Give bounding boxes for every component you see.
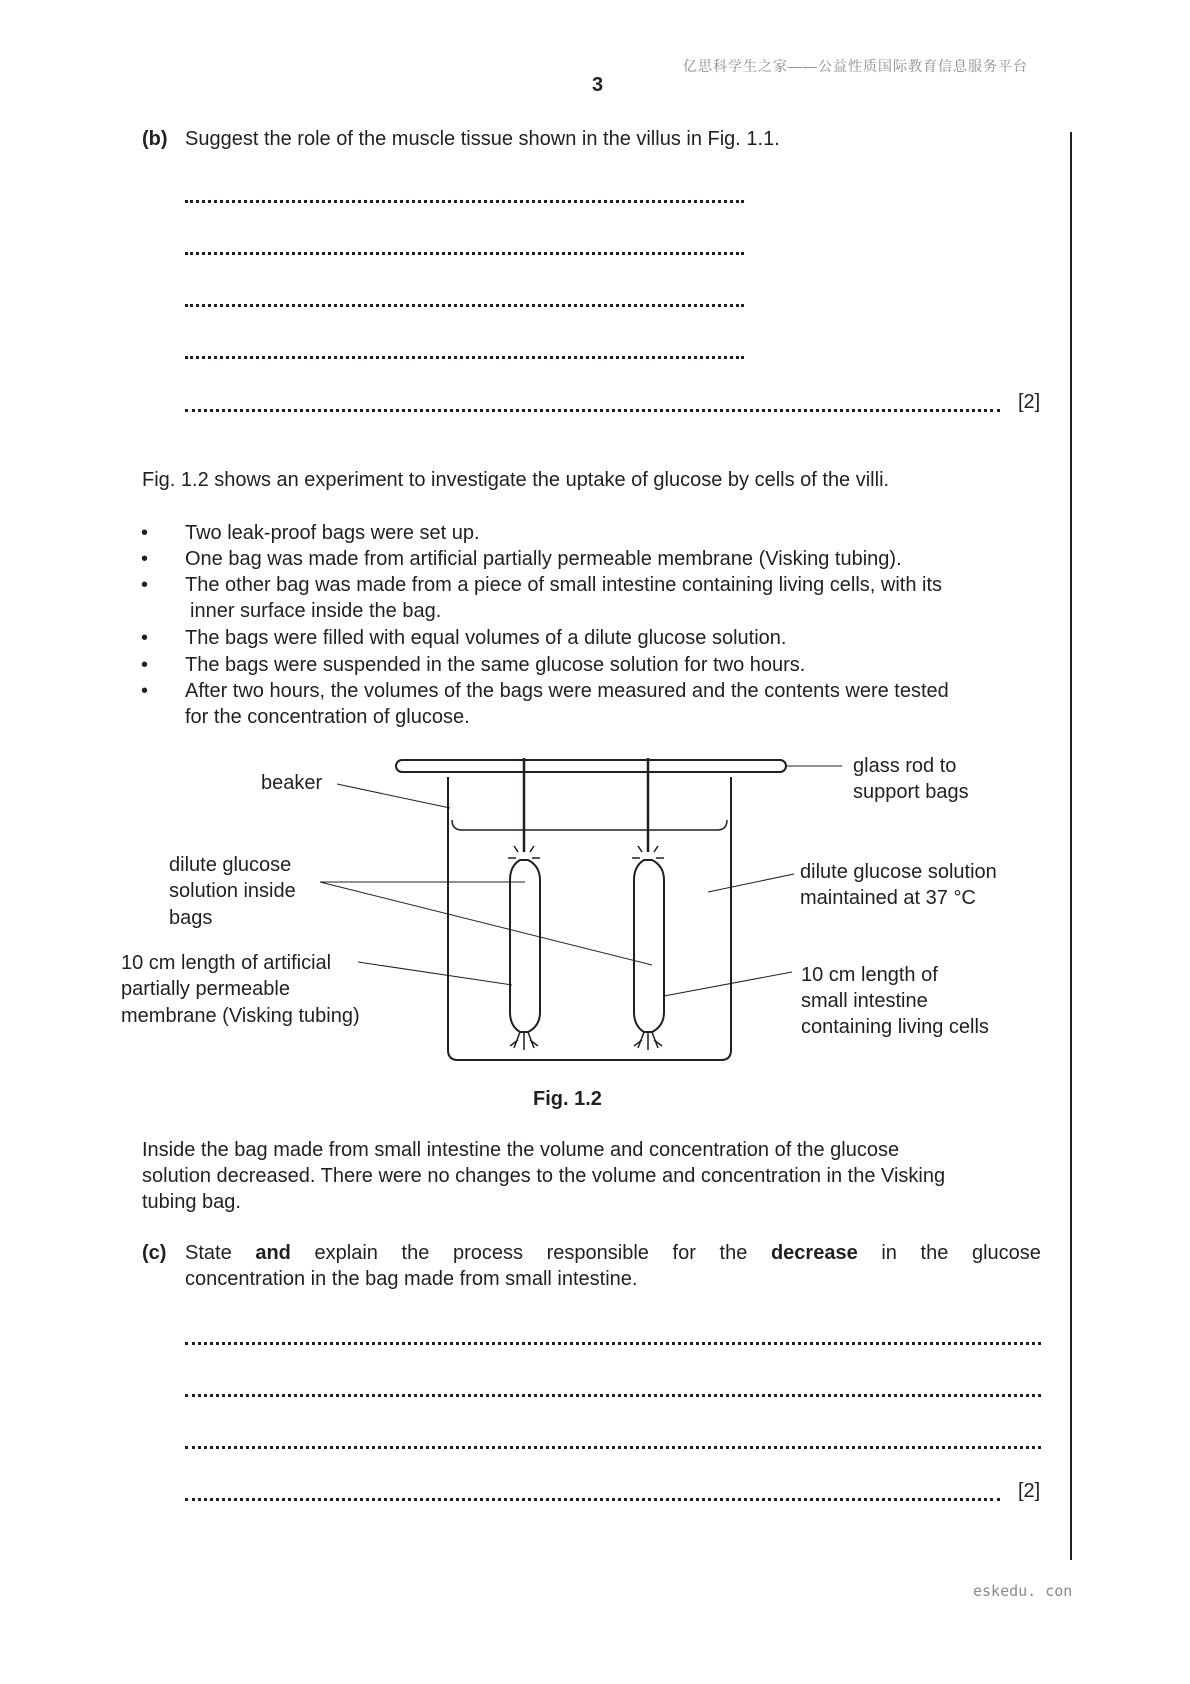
part-c-line-1 [185,1240,1041,1266]
beaker-water-surface [452,820,727,830]
answer-line-c4[interactable] [185,1498,1000,1501]
label-dilute-inside-1: dilute glucose [169,854,292,876]
leader-outside [708,874,794,892]
part-c-word-decrease: decrease [770,1242,858,1264]
label-dilute-outside-1: dilute glucose solution [800,861,997,883]
label-intestine-1: 10 cm length of [801,964,938,986]
label-glass-rod-2: support bags [853,781,969,803]
leader-beaker [337,784,450,808]
part-c-word: State [185,1242,232,1264]
bullet-3-cont: inner surface inside the bag. [190,600,442,622]
watermark-header: 亿思科学生之家——公益性质国际教育信息服务平台 [683,58,1028,74]
part-c-word: the [719,1242,748,1264]
bullet-dot: • [141,654,149,676]
leader-visking [358,962,512,985]
part-c-word: explain [314,1242,378,1264]
bullet-3: The other bag was made from a piece of small intestine containing living cells, with its [185,574,943,596]
part-c-word: the [401,1242,430,1264]
bullet-dot: • [141,627,149,649]
answer-line-c2[interactable] [185,1394,1041,1397]
bullet-dot: • [141,574,149,596]
result-line-1: Inside the bag made from small intestine the volume and concentration of the glucose [142,1139,900,1161]
bullet-6-cont: for the concentration of glucose. [185,706,470,728]
bullet-dot: • [141,548,149,570]
part-c-word: glucose [971,1242,1041,1264]
label-glass-rod-1: glass rod to [853,755,957,777]
footer-site: eskedu. con [973,1582,1073,1600]
label-visking-1: 10 cm length of artificial [121,952,332,974]
result-line-3: tubing bag. [142,1191,241,1213]
glass-rod [396,760,786,772]
part-c-label: (c) [142,1242,167,1264]
label-dilute-inside-3: bags [169,907,213,929]
leader-intestine [664,972,792,996]
beaker-outline [448,777,731,1060]
part-b-label: (b) [142,128,168,150]
answer-line-b1[interactable] [185,200,744,203]
label-intestine-3: containing living cells [801,1016,989,1038]
label-intestine-2: small intestine [801,990,928,1012]
visking-tubing-bag [508,844,540,1050]
answer-line-b3[interactable] [185,304,744,307]
bullet-dot: • [141,680,149,702]
label-beaker: beaker [261,772,323,794]
bullet-6: After two hours, the volumes of the bags were measured and the contents were tested [185,680,949,702]
part-c-word: in [881,1242,897,1264]
part-c-word: for [672,1242,696,1264]
leader-inside-right [320,882,652,965]
part-c-line-2: concentration in the bag made from small intestine. [185,1268,638,1290]
part-c-word: responsible [546,1242,649,1264]
intro-text: Fig. 1.2 shows an experiment to investigate the uptake of glucose by cells of the villi. [142,469,890,491]
result-line-2: solution decreased. There were no changes to the volume and concentration in the Visking [142,1165,946,1187]
answer-line-c3[interactable] [185,1446,1041,1449]
bullet-5: The bags were suspended in the same glucose solution for two hours. [185,654,806,676]
page-number: 3 [592,74,604,96]
part-c-word: process [452,1242,523,1264]
bullet-4: The bags were filled with equal volumes of a dilute glucose solution. [185,627,787,649]
part-c-word-and: and [255,1242,291,1264]
part-c-marks: [2] [1018,1480,1041,1502]
part-b-marks: [2] [1018,391,1041,413]
label-dilute-outside-2: maintained at 37 °C [800,887,976,909]
small-intestine-bag [632,844,664,1050]
answer-line-c1[interactable] [185,1342,1041,1345]
label-visking-2: partially permeable [121,978,290,1000]
bullet-2: One bag was made from artificial partially permeable membrane (Visking tubing). [185,548,902,570]
bullet-dot: • [141,522,149,544]
label-dilute-inside-2: solution inside [169,880,296,902]
bullet-1: Two leak-proof bags were set up. [185,522,480,544]
answer-line-b5[interactable] [185,409,1000,412]
part-c-word: the [920,1242,949,1264]
label-visking-3: membrane (Visking tubing) [121,1005,360,1027]
part-b-question: Suggest the role of the muscle tissue shown in the villus in Fig. 1.1. [185,128,780,150]
answer-line-b2[interactable] [185,252,744,255]
answer-line-b4[interactable] [185,356,744,359]
figure-caption: Fig. 1.2 [533,1088,602,1110]
